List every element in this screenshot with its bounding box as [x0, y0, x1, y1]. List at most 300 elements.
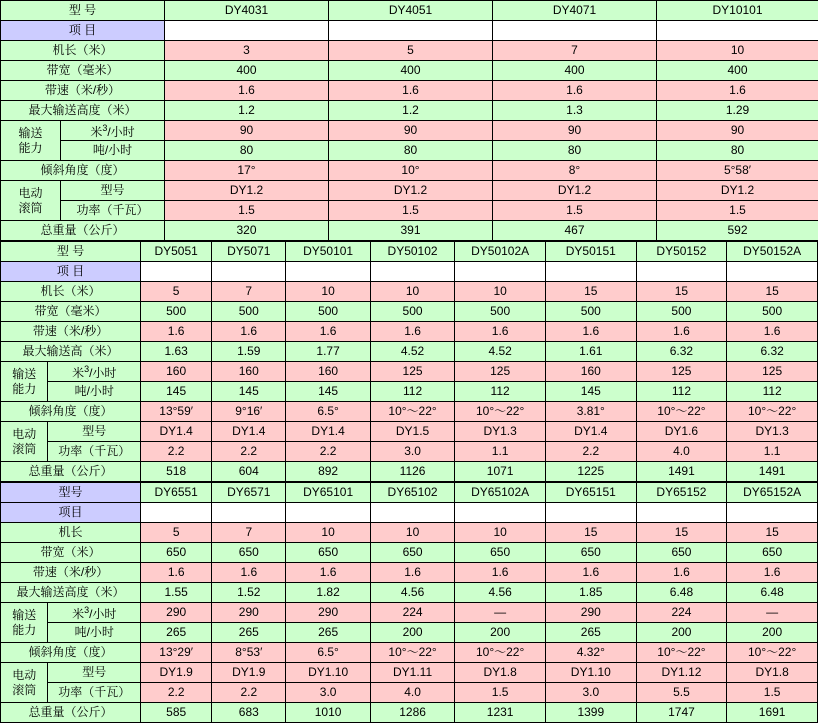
cell-value: 1.6	[165, 81, 329, 101]
cell-value: 1.2	[165, 101, 329, 121]
model-value: DY4051	[329, 1, 493, 21]
cell-value: 80	[493, 141, 657, 161]
cell-value: 1071	[455, 462, 546, 482]
cell-value: 160	[212, 362, 286, 382]
table-row-machine-length	[1, 523, 818, 543]
cell-value: 1.1	[455, 442, 546, 462]
cell-value: 1.6	[545, 563, 636, 583]
cell-value: 500	[370, 302, 454, 322]
row-label-power: 功率（千瓦）	[48, 683, 141, 703]
cell-value: 265	[286, 623, 370, 643]
cell-value: 1.6	[329, 81, 493, 101]
row-label-ton-per-hour: 吨/小时	[61, 141, 165, 161]
cell-value: 80	[165, 141, 329, 161]
cell-value: 1.63	[141, 342, 212, 362]
table-row-machine-length	[1, 282, 818, 302]
row-label-m3-per-hour	[48, 362, 141, 382]
table-row-belt-speed	[1, 563, 818, 583]
empty-cell	[636, 262, 727, 282]
row-label-ton-per-hour: 吨/小时	[48, 382, 141, 402]
cell-value: DY1.3	[727, 422, 818, 442]
capacity-label-line2: 能力	[2, 141, 59, 156]
row-label-capacity	[1, 362, 48, 402]
table-row-model	[1, 483, 818, 503]
cell-value: 4.56	[370, 583, 454, 603]
cell-value: 1.6	[727, 563, 818, 583]
cell-value: 6.32	[727, 342, 818, 362]
cell-value: 650	[370, 543, 454, 563]
empty-cell	[370, 503, 454, 523]
cell-value: 500	[455, 302, 546, 322]
model-value: DY4071	[493, 1, 657, 21]
cell-value: 6.32	[636, 342, 727, 362]
table-row-m3-per-hour	[1, 362, 818, 382]
empty-cell	[212, 503, 286, 523]
cell-value: 125	[636, 362, 727, 382]
cell-value: 13°29′	[141, 643, 212, 663]
cell-value: —	[455, 603, 546, 623]
table-row-ton-per-hour	[1, 382, 818, 402]
cell-value: 6.48	[636, 583, 727, 603]
cell-value: 200	[636, 623, 727, 643]
empty-cell	[727, 262, 818, 282]
cell-value: 2.2	[545, 442, 636, 462]
table-row-drum-model	[1, 181, 818, 201]
empty-cell	[370, 262, 454, 282]
cell-value: 112	[370, 382, 454, 402]
cell-value: 1.6	[455, 563, 546, 583]
cell-value: 4.52	[455, 342, 546, 362]
cell-value: 10	[455, 282, 546, 302]
cell-value: 200	[727, 623, 818, 643]
cell-value: DY1.9	[212, 663, 286, 683]
cell-value: 1.61	[545, 342, 636, 362]
cell-value: 892	[286, 462, 370, 482]
cell-value: 1.55	[141, 583, 212, 603]
cell-value: 290	[286, 603, 370, 623]
table-row-power	[1, 442, 818, 462]
model-value: DY4031	[165, 1, 329, 21]
header-item: 项 目	[1, 262, 141, 282]
header-model: 型 号	[1, 242, 141, 262]
cell-value: 3.0	[286, 683, 370, 703]
empty-cell	[657, 21, 818, 41]
cell-value: 4.0	[636, 442, 727, 462]
cell-value: 5	[141, 282, 212, 302]
cell-value: 145	[212, 382, 286, 402]
capacity-label-line1: 输送	[2, 126, 59, 141]
cell-value: 500	[141, 302, 212, 322]
cell-value: DY1.11	[370, 663, 454, 683]
cell-value: 5°58′	[657, 161, 818, 181]
unit-superscript: 3	[84, 364, 89, 374]
cell-value: 1.6	[657, 81, 818, 101]
model-value: DY6551	[141, 483, 212, 503]
cell-value: 4.56	[455, 583, 546, 603]
header-model: 型 号	[1, 1, 165, 21]
cell-value: 500	[545, 302, 636, 322]
row-label-incline-angle: 倾斜角度（度）	[1, 402, 141, 422]
cell-value: 1.6	[212, 563, 286, 583]
row-label-belt-speed: 带速（米/秒）	[1, 563, 141, 583]
cell-value: 10°	[329, 161, 493, 181]
row-label-total-weight: 总重量（公斤）	[1, 703, 141, 723]
model-value: DY5051	[141, 242, 212, 262]
cell-value: 15	[545, 523, 636, 543]
cell-value: 80	[657, 141, 818, 161]
cell-value: 5.5	[636, 683, 727, 703]
cell-value: 1.3	[493, 101, 657, 121]
model-value: DY50151	[545, 242, 636, 262]
motor-drum-line2: 滚筒	[2, 201, 59, 216]
cell-value: 400	[493, 61, 657, 81]
cell-value: 10	[370, 282, 454, 302]
cell-value: DY1.2	[165, 181, 329, 201]
capacity-label-line2: 能力	[2, 623, 46, 638]
cell-value: —	[727, 603, 818, 623]
cell-value: 10°～22°	[636, 402, 727, 422]
cell-value: 604	[212, 462, 286, 482]
cell-value: 7	[493, 41, 657, 61]
row-label-capacity	[1, 603, 48, 643]
cell-value: DY1.4	[545, 422, 636, 442]
cell-value: 265	[545, 623, 636, 643]
model-value: DY10101	[657, 1, 818, 21]
cell-value: 500	[212, 302, 286, 322]
cell-value: 650	[455, 543, 546, 563]
cell-value: DY1.9	[141, 663, 212, 683]
table-row-power	[1, 201, 818, 221]
row-label-max-height: 最大输送高度（米）	[1, 583, 141, 603]
cell-value: 80	[329, 141, 493, 161]
motor-drum-line1: 电动	[2, 668, 46, 683]
cell-value: 1286	[370, 703, 454, 723]
cell-value: 1.6	[212, 322, 286, 342]
row-label-incline-angle: 倾斜角度（度）	[1, 643, 141, 663]
cell-value: DY1.2	[657, 181, 818, 201]
row-label-motor-drum	[1, 181, 61, 221]
cell-value: 1126	[370, 462, 454, 482]
cell-value: DY1.12	[636, 663, 727, 683]
motor-drum-line2: 滚筒	[2, 442, 46, 457]
empty-cell	[455, 503, 546, 523]
cell-value: 10°～22°	[370, 643, 454, 663]
cell-value: 90	[165, 121, 329, 141]
specifications-table	[0, 0, 818, 241]
cell-value: 1.5	[727, 683, 818, 703]
row-label-total-weight: 总重量（公斤）	[1, 462, 141, 482]
motor-drum-line1: 电动	[2, 427, 46, 442]
model-value: DY50152A	[727, 242, 818, 262]
row-label-ton-per-hour: 吨/小时	[48, 623, 141, 643]
cell-value: 200	[370, 623, 454, 643]
cell-value: 1.82	[286, 583, 370, 603]
table-row-drum-model	[1, 663, 818, 683]
cell-value: DY1.4	[286, 422, 370, 442]
cell-value: 265	[212, 623, 286, 643]
cell-value: 1.6	[727, 322, 818, 342]
capacity-label-line1: 输送	[2, 367, 46, 382]
table-row-incline-angle	[1, 643, 818, 663]
unit-suffix: /小时	[107, 125, 134, 139]
cell-value: DY1.10	[545, 663, 636, 683]
cell-value: 1.1	[727, 442, 818, 462]
cell-value: 1.6	[286, 563, 370, 583]
row-label-max-height: 最大输送高度（米）	[1, 101, 165, 121]
cell-value: 15	[727, 523, 818, 543]
table-row-ton-per-hour	[1, 623, 818, 643]
model-value: DY5071	[212, 242, 286, 262]
cell-value: 5	[141, 523, 212, 543]
cell-value: 1.85	[545, 583, 636, 603]
empty-cell	[212, 262, 286, 282]
table-row-machine-length	[1, 41, 818, 61]
model-value: DY50102A	[455, 242, 546, 262]
cell-value: 5	[329, 41, 493, 61]
cell-value: DY1.10	[286, 663, 370, 683]
row-label-belt-speed: 带速（米/秒）	[1, 322, 141, 342]
row-label-motor-drum	[1, 422, 48, 462]
row-label-incline-angle: 倾斜角度（度）	[1, 161, 165, 181]
cell-value: 9°16′	[212, 402, 286, 422]
unit-suffix: /小时	[89, 607, 116, 621]
table-row-power	[1, 683, 818, 703]
row-label-power: 功率（千瓦）	[48, 442, 141, 462]
row-label-belt-width: 带宽（米）	[1, 543, 141, 563]
row-label-power: 功率（千瓦）	[61, 201, 165, 221]
table-row-incline-angle	[1, 161, 818, 181]
cell-value: 4.52	[370, 342, 454, 362]
row-label-motor-drum	[1, 663, 48, 703]
cell-value: 265	[141, 623, 212, 643]
table-row-incline-angle	[1, 402, 818, 422]
empty-cell	[286, 503, 370, 523]
cell-value: 290	[212, 603, 286, 623]
cell-value: 125	[370, 362, 454, 382]
cell-value: 4.0	[370, 683, 454, 703]
cell-value: 160	[545, 362, 636, 382]
model-value: DY65151	[545, 483, 636, 503]
cell-value: 200	[455, 623, 546, 643]
cell-value: DY1.8	[727, 663, 818, 683]
cell-value: 1.6	[493, 81, 657, 101]
model-value: DY65102A	[455, 483, 546, 503]
cell-value: 112	[455, 382, 546, 402]
row-label-drum-model: 型号	[48, 663, 141, 683]
cell-value: 2.2	[141, 683, 212, 703]
cell-value: 6.48	[727, 583, 818, 603]
cell-value: 1010	[286, 703, 370, 723]
cell-value: 10°～22°	[455, 643, 546, 663]
cell-value: 400	[165, 61, 329, 81]
cell-value: 500	[727, 302, 818, 322]
block-2	[1, 242, 818, 482]
block-3	[1, 483, 818, 723]
row-label-m3-per-hour	[61, 121, 165, 141]
cell-value: 400	[657, 61, 818, 81]
empty-cell	[727, 503, 818, 523]
table-row-max-height	[1, 583, 818, 603]
table-row-belt-speed	[1, 81, 818, 101]
cell-value: 4.32°	[545, 643, 636, 663]
table-row-belt-width	[1, 61, 818, 81]
cell-value: DY1.3	[455, 422, 546, 442]
cell-value: 1.6	[286, 322, 370, 342]
empty-cell	[545, 262, 636, 282]
model-value: DY65102	[370, 483, 454, 503]
header-item: 项目	[1, 503, 141, 523]
motor-drum-line1: 电动	[2, 186, 59, 201]
model-value: DY50152	[636, 242, 727, 262]
table-row-model	[1, 1, 818, 21]
cell-value: 3.0	[545, 683, 636, 703]
cell-value: 90	[329, 121, 493, 141]
cell-value: 1.59	[212, 342, 286, 362]
cell-value: 90	[657, 121, 818, 141]
table-row-ton-per-hour	[1, 141, 818, 161]
cell-value: DY1.2	[493, 181, 657, 201]
row-label-belt-speed: 带速（米/秒）	[1, 81, 165, 101]
unit-suffix: /小时	[89, 366, 116, 380]
row-label-drum-model: 型号	[61, 181, 165, 201]
cell-value: 650	[212, 543, 286, 563]
cell-value: 7	[212, 523, 286, 543]
cell-value: 17°	[165, 161, 329, 181]
table-row-m3-per-hour	[1, 603, 818, 623]
model-value: DY65152A	[727, 483, 818, 503]
unit-superscript: 3	[84, 605, 89, 615]
capacity-label-line1: 输送	[2, 608, 46, 623]
empty-cell	[493, 21, 657, 41]
cell-value: 10	[370, 523, 454, 543]
cell-value: DY1.2	[329, 181, 493, 201]
table-row-model	[1, 242, 818, 262]
cell-value: DY1.5	[370, 422, 454, 442]
empty-cell	[141, 503, 212, 523]
cell-value: 125	[727, 362, 818, 382]
cell-value: 145	[286, 382, 370, 402]
cell-value: DY1.4	[141, 422, 212, 442]
cell-value: 1.29	[657, 101, 818, 121]
cell-value: 650	[636, 543, 727, 563]
cell-value: 500	[636, 302, 727, 322]
cell-value: 1.6	[455, 322, 546, 342]
cell-value: 1.77	[286, 342, 370, 362]
cell-value: 3.81°	[545, 402, 636, 422]
specifications-table-block3	[0, 482, 818, 723]
cell-value: 10°～22°	[636, 643, 727, 663]
empty-cell	[455, 262, 546, 282]
model-value: DY50102	[370, 242, 454, 262]
row-label-machine-length: 机长（米）	[1, 41, 165, 61]
table-row-total-weight	[1, 462, 818, 482]
cell-value: 1.6	[636, 563, 727, 583]
cell-value: 1225	[545, 462, 636, 482]
cell-value: 2.2	[141, 442, 212, 462]
cell-value: 145	[141, 382, 212, 402]
table-row-max-height	[1, 101, 818, 121]
empty-cell	[636, 503, 727, 523]
cell-value: 1491	[727, 462, 818, 482]
cell-value: 650	[545, 543, 636, 563]
cell-value: 1.6	[370, 322, 454, 342]
cell-value: 1.5	[493, 201, 657, 221]
capacity-label-line2: 能力	[2, 382, 46, 397]
cell-value: 400	[329, 61, 493, 81]
header-item: 项 目	[1, 21, 165, 41]
table-row-drum-model	[1, 422, 818, 442]
cell-value: 10	[455, 523, 546, 543]
row-label-machine-length: 机长（米）	[1, 282, 141, 302]
row-label-machine-length: 机长	[1, 523, 141, 543]
cell-value: 2.2	[212, 442, 286, 462]
cell-value: 13°59′	[141, 402, 212, 422]
cell-value: 145	[545, 382, 636, 402]
cell-value: 10°～22°	[455, 402, 546, 422]
model-value: DY65152	[636, 483, 727, 503]
cell-value: 15	[727, 282, 818, 302]
cell-value: 15	[545, 282, 636, 302]
cell-value: 1.6	[370, 563, 454, 583]
cell-value: DY1.4	[212, 422, 286, 442]
header-model: 型号	[1, 483, 141, 503]
cell-value: 10°～22°	[727, 402, 818, 422]
cell-value: 10	[286, 282, 370, 302]
unit-prefix: 米	[72, 607, 84, 621]
cell-value: 1.5	[165, 201, 329, 221]
cell-value: 1.5	[329, 201, 493, 221]
row-label-max-height: 最大输送高（米）	[1, 342, 141, 362]
table-row-item	[1, 503, 818, 523]
table-row-belt-width	[1, 543, 818, 563]
cell-value: 125	[455, 362, 546, 382]
cell-value: 112	[636, 382, 727, 402]
unit-prefix: 米	[72, 366, 84, 380]
cell-value: 1231	[455, 703, 546, 723]
cell-value: 7	[212, 282, 286, 302]
row-label-belt-width: 带宽（毫米）	[1, 61, 165, 81]
cell-value: 15	[636, 282, 727, 302]
row-label-belt-width: 带宽（毫米）	[1, 302, 141, 322]
cell-value: 1.6	[141, 322, 212, 342]
cell-value: 6.5°	[286, 402, 370, 422]
cell-value: 592	[657, 221, 818, 241]
cell-value: 391	[329, 221, 493, 241]
empty-cell	[329, 21, 493, 41]
table-row-item	[1, 21, 818, 41]
row-label-capacity	[1, 121, 61, 161]
cell-value: 1.52	[212, 583, 286, 603]
cell-value: 10	[657, 41, 818, 61]
cell-value: DY1.6	[636, 422, 727, 442]
row-label-total-weight: 总重量（公斤）	[1, 221, 165, 241]
cell-value: 8°	[493, 161, 657, 181]
cell-value: 2.2	[286, 442, 370, 462]
cell-value: 160	[141, 362, 212, 382]
cell-value: 224	[370, 603, 454, 623]
cell-value: 224	[636, 603, 727, 623]
cell-value: 320	[165, 221, 329, 241]
empty-cell	[286, 262, 370, 282]
cell-value: 1.6	[545, 322, 636, 342]
unit-prefix: 米	[90, 125, 102, 139]
table-row-item	[1, 262, 818, 282]
cell-value: 1.2	[329, 101, 493, 121]
table-row-total-weight	[1, 703, 818, 723]
cell-value: 8°53′	[212, 643, 286, 663]
model-value: DY50101	[286, 242, 370, 262]
cell-value: 1.6	[141, 563, 212, 583]
